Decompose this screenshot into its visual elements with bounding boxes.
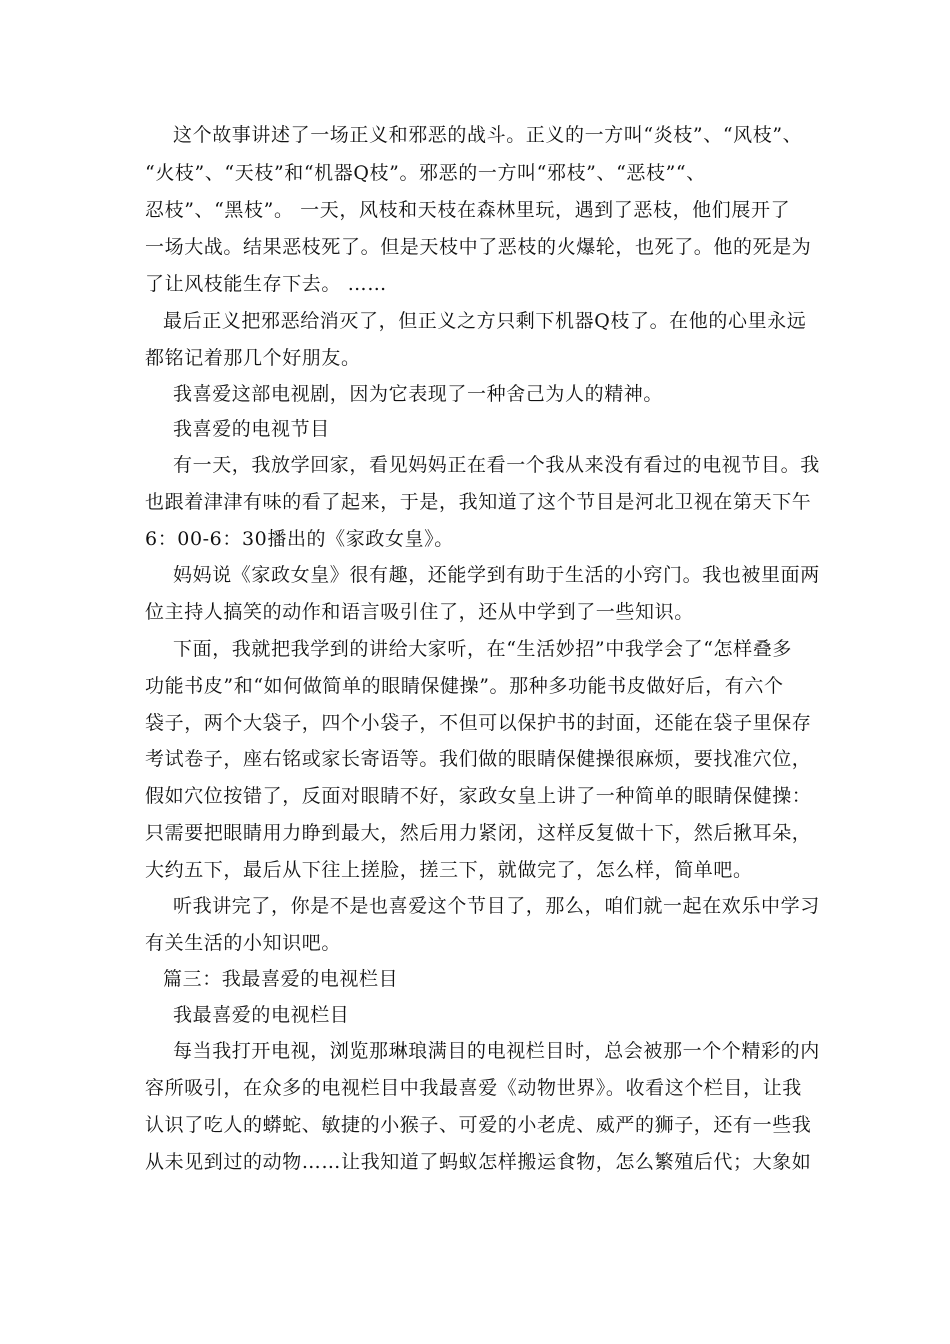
- paragraph-line: 忍枝”、“黑枝”。 一天，风枝和天枝在森林里玩，遇到了恶枝，他们展开了: [145, 199, 791, 221]
- paragraph-line: 最后正义把邪恶给消灭了，但正义之方只剩下机器Q枝了。在他的心里永远: [163, 310, 807, 332]
- paragraph-line: 下面，我就把我学到的讲给大家听，在“生活妙招”中我学会了“怎样叠多: [173, 638, 792, 660]
- paragraph-line: 也跟着津津有味的看了起来，于是，我知道了这个节目是河北卫视在第天下午: [145, 491, 812, 513]
- paragraph-line: 考试卷子，座右铭或家长寄语等。我们做的眼睛保健操很麻烦，要找准穴位，: [145, 748, 812, 770]
- paragraph-line: 妈妈说《家政女皇》很有趣，还能学到有助于生活的小窍门。我也被里面两: [173, 564, 820, 586]
- paragraph-line: 听我讲完了，你是不是也喜爱这个节目了，那么，咱们就一起在欢乐中学习: [173, 895, 820, 917]
- paragraph-line: 认识了吃人的蟒蛇、敏捷的小猴子、可爱的小老虎、威严的狮子，还有一些我: [145, 1114, 812, 1136]
- section-heading: 我喜爱的电视节目: [173, 418, 330, 440]
- paragraph-line: 有关生活的小知识吧。: [145, 932, 342, 954]
- paragraph-line: “火枝”、“天枝”和“机器Q枝”。邪恶的一方叫“邪枝”、“恶枝”“、: [145, 162, 706, 184]
- paragraph-line: 我喜爱这部电视剧，因为它表现了一种舍己为人的精神。: [173, 383, 664, 405]
- paragraph-line: 位主持人搞笑的动作和语言吸引住了，还从中学到了一些知识。: [145, 601, 694, 623]
- paragraph-line: 都铭记着那几个好朋友。: [145, 347, 361, 369]
- article-title: 我最喜爱的电视栏目: [173, 1004, 350, 1026]
- paragraph-line: 假如穴位按错了，反面对眼睛不好，家政女皇上讲了一种简单的眼睛保健操：: [145, 785, 812, 807]
- paragraph-line: 了让风枝能生存下去。 ……: [145, 273, 387, 295]
- section-heading: 篇三：我最喜爱的电视栏目: [163, 968, 399, 990]
- paragraph-line: 每当我打开电视，浏览那琳琅满目的电视栏目时，总会被那一个个精彩的内: [173, 1040, 820, 1062]
- paragraph-line: 6：00-6：30播出的《家政女皇》。: [145, 528, 454, 550]
- paragraph-line: 袋子，两个大袋子，四个小袋子，不但可以保护书的封面，还能在袋子里保存: [145, 712, 812, 734]
- paragraph-line: 一场大战。结果恶枝死了。但是天枝中了恶枝的火爆轮，也死了。他的死是为: [145, 236, 812, 258]
- paragraph-line: 容所吸引，在众多的电视栏目中我最喜爱《动物世界》。收看这个栏目，让我: [145, 1077, 802, 1099]
- paragraph-line: 这个故事讲述了一场正义和邪恶的战斗。正义的一方叫“炎枝”、“风枝”、: [173, 124, 803, 146]
- paragraph-line: 功能书皮”和“如何做简单的眼睛保健操”。那种多功能书皮做好后，有六个: [145, 675, 784, 697]
- paragraph-line: 大约五下，最后从下往上搓脸，搓三下，就做完了，怎么样，简单吧。: [145, 859, 753, 881]
- paragraph-line: 只需要把眼睛用力睁到最大，然后用力紧闭，这样反复做十下，然后揪耳朵，: [145, 822, 812, 844]
- paragraph-line: 从未见到过的动物……让我知道了蚂蚁怎样搬运食物，怎么繁殖后代；大象如: [145, 1151, 812, 1173]
- paragraph-line: 有一天，我放学回家，看见妈妈正在看一个我从来没有看过的电视节目。我: [173, 454, 820, 476]
